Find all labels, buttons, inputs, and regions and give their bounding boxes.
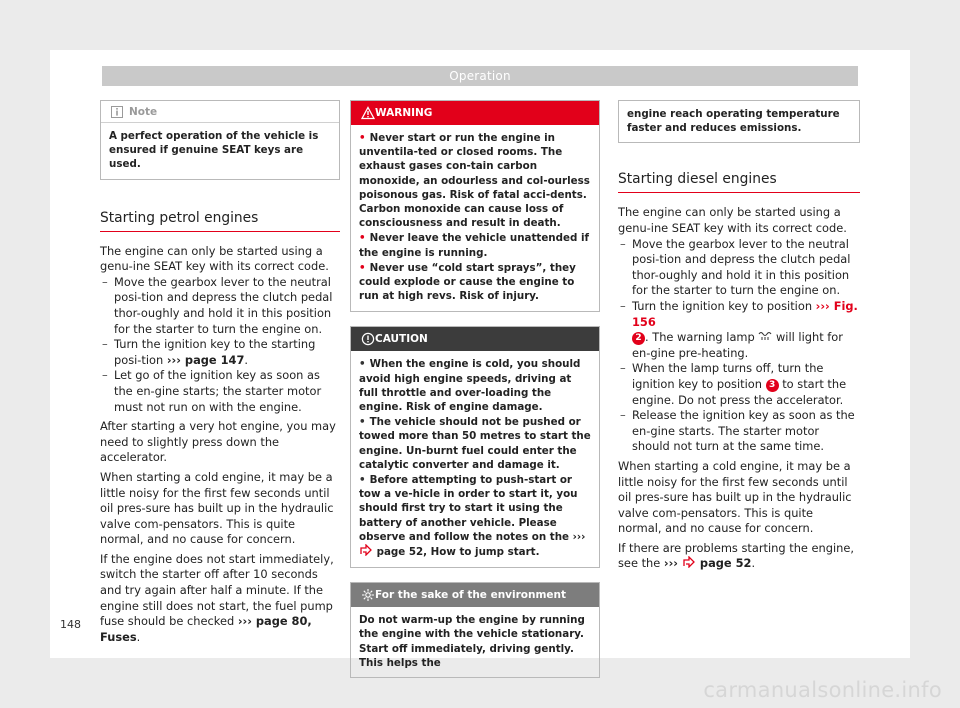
list-item: • Never leave the vehicle unattended if the engine is running.	[359, 232, 589, 259]
info-icon	[111, 106, 123, 118]
arrow-glyphs: ›››	[237, 614, 252, 629]
warning-list	[359, 131, 591, 303]
environment-header	[351, 583, 599, 607]
column-left	[100, 100, 340, 645]
petrol-para-2: When starting a cold engine, it may be a little noisy for the first few seconds until oil pres-sure has built up in the hydraulic valve com-pensators. This is quite normal, and no cause for concern.	[100, 469, 334, 547]
bullet: •	[359, 261, 366, 274]
link-text: Fig. 156	[632, 298, 858, 329]
punctuation: .	[244, 352, 249, 367]
list-item: – Move the gearbox lever to the neutral posi-tion and depress the clutch pedal thor-oughly and hold it in this position for the starter to turn the engine on.	[100, 275, 340, 337]
list-item	[100, 337, 340, 368]
position-2-badge: 2	[632, 332, 645, 345]
diesel-intro: The engine can only be started using a genu-ine SEAT key with its correct code.	[618, 205, 847, 235]
caution-list	[359, 357, 591, 559]
caution-header	[351, 327, 599, 351]
warning-header	[351, 101, 599, 125]
environment-label: For the sake of the environment	[375, 589, 567, 602]
note-box	[100, 100, 340, 180]
list-item: • When the engine is cold, you should avoid high engine speeds, driving at full throttle and over-loading the engine. Risk of engine damage.	[359, 358, 581, 414]
petrol-heading: Starting petrol engines	[100, 210, 340, 232]
step-text: Turn the ignition key to the starting posi-tion	[114, 337, 316, 367]
caution-icon	[361, 332, 375, 346]
page-link[interactable]	[167, 353, 245, 367]
link-text: page 80, Fuses	[100, 614, 312, 644]
note-label: Note	[129, 106, 158, 118]
environment-text: Do not warm-up the engine by running the engine with the vehicle stationary. Start off immediately, driving gently. This helps the	[359, 614, 585, 669]
bullet: •	[359, 358, 366, 371]
petrol-steps	[100, 275, 340, 415]
list-item: – Turn the ignition key to position ››› Fig. 156 2 . The warning lamp will light for en-gine pre-heating.	[618, 299, 860, 361]
warning-label: WARNING	[375, 107, 433, 119]
diesel-para-1: When starting a cold engine, it may be a little noisy for the first few seconds until oil pres-sure has built up in the hydraulic valve com-pensators. This is quite normal, and no cause for concern.	[618, 458, 852, 536]
environment-body-continued	[619, 101, 859, 142]
arrow-glyphs: ›››	[815, 298, 830, 313]
glow-plug-icon	[758, 330, 772, 342]
page-link[interactable]	[664, 556, 752, 570]
list-item: – Move the gearbox lever to the neutral posi-tion and depress the clutch pedal thor-oughly and hold it in this position for the starter to turn the engine on.	[618, 237, 860, 299]
environment-body	[351, 607, 599, 677]
note-text: A perfect operation of the vehicle is ensured if genuine SEAT keys are used.	[109, 130, 319, 171]
page-number: 148	[60, 618, 81, 631]
link-text: page 52	[695, 556, 752, 571]
environment-leaf-icon	[361, 588, 375, 602]
petrol-para-3	[100, 552, 340, 646]
column-middle	[350, 100, 600, 678]
note-header	[101, 101, 339, 123]
caution-body	[351, 351, 599, 567]
page-header: Operation	[102, 66, 858, 86]
environment-text-continued: engine reach operating temperature faster and reduces emissions.	[627, 108, 840, 135]
link-text: page 52, How to jump start	[373, 546, 536, 559]
manual-page	[50, 50, 910, 669]
list-item: – When the lamp turns off, turn the ignition key to position 3 to start the engine. Do not press the accelerator.	[618, 361, 860, 408]
diesel-steps	[618, 237, 860, 455]
petrol-para-1: After starting a very hot engine, you may need to slightly press down the accelerator.	[100, 419, 336, 465]
list-item: • Before attempting to push-start or tow a ve-hicle in order to start it, you should first try to start it using the battery of another vehicle. Please observe and follow the notes on the ››› page 52, How to jump start.	[359, 474, 586, 559]
arrow-glyphs: ›››	[572, 530, 586, 543]
note-body	[101, 123, 339, 179]
punctuation: .	[136, 629, 141, 644]
warning-triangle-icon	[361, 106, 375, 120]
list-item: – Release the ignition key as soon as the en-gine starts. The starter motor should not turn at the same time.	[618, 408, 860, 455]
bullet: •	[359, 132, 366, 144]
environment-box	[350, 582, 600, 678]
bullet: •	[359, 474, 366, 487]
list-item: – Let go of the ignition key as soon as the en-gine starts; the starter motor must not run on with the engine.	[100, 368, 340, 415]
arrow-glyphs: ›››	[166, 352, 181, 367]
caution-box	[350, 326, 600, 568]
environment-box-continued	[618, 100, 860, 143]
para-text: If the engine does not start immediately, switch the starter off after 10 seconds and try again after half a minute. If the engine still does not start, the fuel pump fuse should be checked	[100, 551, 334, 629]
list-item: • Never use “cold start sprays”, they could explode or cause the engine to run at high revs. Risk of injury.	[359, 261, 576, 303]
warning-box	[350, 100, 600, 312]
arrow-glyphs: ›››	[663, 556, 678, 571]
diesel-para-2: If there are problems starting the engine, see the ››› page 52.	[618, 540, 855, 571]
position-3-badge: 3	[766, 379, 779, 392]
punctuation: .	[535, 546, 540, 559]
list-item: • Never start or run the engine in unventila-ted or closed rooms. The exhaust gases con-tain carbon monoxide, an odourless and col-ourless poisonous gas. Risk of fatal acci-dents. Carbon monoxide can cause loss of consciousness and result in death.	[359, 132, 590, 230]
jump-start-icon	[682, 556, 696, 568]
link-text: page 147	[180, 352, 245, 367]
diesel-heading: Starting diesel engines	[618, 171, 860, 193]
bullet: •	[359, 416, 366, 429]
jump-start-icon	[359, 544, 373, 556]
warning-body	[351, 125, 599, 311]
petrol-intro: The engine can only be started using a genu-ine SEAT key with its correct code.	[100, 243, 329, 274]
column-right	[618, 100, 860, 572]
watermark: carmanualsonline.info	[703, 678, 942, 702]
bullet: •	[359, 232, 366, 245]
list-item: • The vehicle should not be pushed or towed more than 50 metres to start the engine. Un-burnt fuel could enter the catalytic converter and damage it.	[359, 416, 591, 471]
caution-label: CAUTION	[375, 333, 428, 346]
